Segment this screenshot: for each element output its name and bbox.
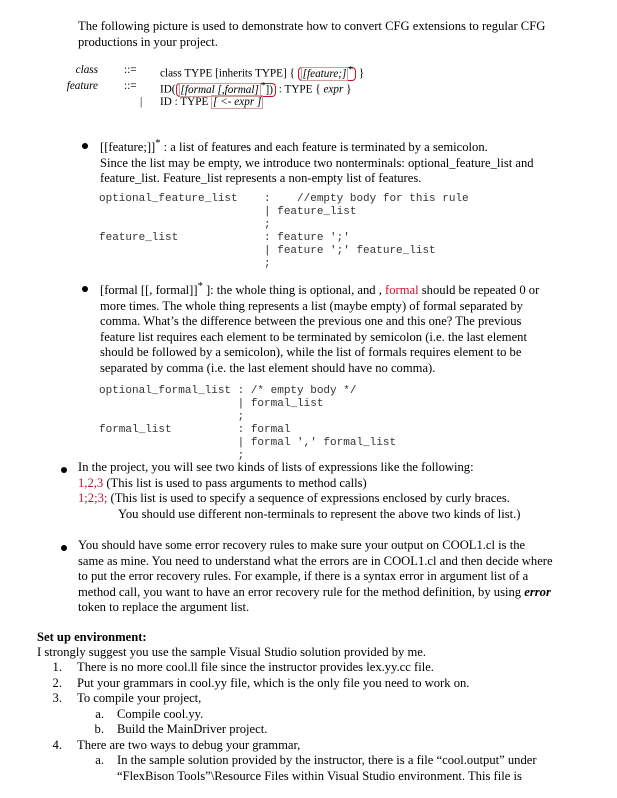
bullet2-star: *	[197, 281, 203, 292]
list-item	[37, 753, 612, 769]
bullet3-example-semicolon: 1;2;3;	[78, 491, 108, 505]
grammar-class-end: }	[358, 67, 365, 80]
bullet1-line3: feature_list. Feature_list represents a non-empty list of features.	[100, 171, 422, 186]
code-line: optional_formal_list : /* empty body */	[99, 385, 357, 397]
code-line: feature_list : feature ';'	[99, 232, 350, 244]
grammar-feature-formals: [formal [,formal]	[180, 83, 259, 96]
bullet-dot	[61, 467, 67, 473]
bullet1-text	[100, 136, 600, 187]
bullet-dot	[82, 286, 88, 292]
bullet2-p1a: [formal [[, formal]]	[100, 283, 198, 298]
grammar-feature-lhs: feature	[66, 80, 98, 92]
bullet2-line: should be followed by a semicolon), while the list of formals requires element to be	[100, 345, 522, 360]
list-text: Build the MainDriver project.	[117, 722, 268, 736]
grammar-feature-end: }	[346, 83, 352, 96]
bullet3-example-semicolon-desc: (This list is used to specify a sequence of expressions enclosed by curly braces.	[107, 491, 510, 505]
code-block-feature-list	[99, 193, 469, 271]
bullet2-text	[100, 279, 600, 376]
code-line: | feature ';' feature_list	[99, 245, 436, 257]
list-item	[37, 769, 612, 785]
list-text: Compile cool.yy.	[117, 706, 204, 721]
bullet4-line: to put the error recovery rules. For example, if there is a syntax error in argument list of a	[78, 569, 529, 583]
setup-list	[37, 660, 612, 784]
list-text: There are two ways to debug your grammar,	[77, 737, 301, 752]
bullet1-star: *	[155, 138, 161, 149]
list-item	[37, 691, 612, 707]
list-item	[37, 738, 612, 754]
list-item	[37, 660, 612, 676]
bullet4-line: same as mine. You need to understand what the errors are in COOL1.cl and then decide where	[78, 553, 553, 568]
list-number: 2.	[52, 675, 62, 690]
list-number: 4.	[52, 737, 62, 752]
code-line: ;	[99, 411, 245, 423]
list-number: a.	[95, 753, 104, 767]
bullet3-line4: You should use different non-terminals to represent the above two kinds of list.)	[118, 506, 521, 521]
list-number: a.	[95, 706, 104, 721]
list-number: 3.	[52, 691, 62, 705]
list-item	[37, 707, 612, 723]
bullet4-line: method call, you want to have an error recovery rule for the method definition, by using	[78, 584, 525, 599]
bullet4-text	[78, 538, 613, 616]
list-number: b.	[94, 722, 104, 736]
bullet2-line: feature list requires each element to be terminated by semicolon (i.e. the last element	[100, 329, 527, 344]
setup-heading: Set up environment:	[37, 630, 147, 644]
bullet3-text	[78, 460, 608, 522]
grammar-feature-formals-star: *	[260, 81, 266, 91]
code-line: optional_feature_list : //empty body for this rule	[99, 193, 469, 205]
grammar-class-star: *	[348, 65, 354, 75]
list-text: In the sample solution provided by the instructor, there is a file “cool.output” under	[117, 753, 537, 767]
bullet2-p1c: should be repeated 0 or	[418, 283, 540, 298]
list-item	[37, 676, 612, 692]
bullet1-line2: Since the list may be empty, we introduce two nonterminals: optional_feature_list and	[100, 155, 534, 170]
grammar-feature-prefix: ID(	[160, 83, 176, 96]
intro-paragraph: The following picture is used to demonstrate how to convert CFG extensions to regular CFG productions in your project.	[78, 19, 546, 49]
bullet4-error-keyword: error	[524, 584, 551, 599]
bullet-dot	[61, 545, 67, 551]
code-line: formal_list : formal	[99, 424, 291, 436]
code-line: | feature_list	[99, 206, 357, 218]
grammar-op: ::=	[124, 64, 137, 76]
grammar-op: ::=	[124, 80, 137, 92]
bullet1-term: [[feature;]]	[100, 140, 156, 155]
grammar-alt-opt: [ <- expr ]	[213, 96, 262, 108]
grammar-alt-bar: |	[140, 96, 143, 108]
bullet2-p1b: ]: the whole thing is optional, and ,	[202, 283, 386, 298]
list-text: There is no more cool.ll file since the instructor provides lex.yy.cc file.	[77, 660, 434, 674]
grammar-alt-prefix: ID : TYPE	[160, 96, 209, 108]
list-text: “FlexBison Tools”\Resource Files within Visual Studio environment. This file is	[117, 768, 522, 783]
grammar-feature-suffix: : TYPE {	[278, 83, 321, 96]
bullet3-line1: In the project, you will see two kinds of lists of expressions like the following:	[78, 460, 474, 474]
bullet2-line: more times. The whole thing represents a list (maybe empty) of formal separated by	[100, 298, 523, 313]
list-text: Put your grammars in cool.yy file, which is the only file you need to work on.	[77, 675, 470, 690]
grammar-class-lhs: class	[75, 64, 98, 76]
bullet1-line1: : a list of features and each feature is terminated by a semicolon.	[160, 140, 488, 155]
code-line: ;	[99, 219, 271, 231]
bullet2-line: comma. What’s the difference between the previous one and this one? The previous	[100, 314, 522, 329]
grammar-feature-formals-end: ])	[265, 83, 273, 96]
list-text: To compile your project,	[77, 691, 202, 705]
bullet3-example-comma: 1,2,3	[78, 475, 104, 490]
bullet4-line: You should have some error recovery rules to make sure your output on COOL1.cl is the	[78, 538, 526, 552]
list-item	[37, 722, 612, 738]
bullet2-line: separated by comma (i.e. the last element should have no comma).	[100, 360, 436, 375]
grammar-feature-expr: expr	[323, 83, 344, 96]
bullet4-line: token to replace the argument list.	[78, 600, 250, 614]
setup-intro: I strongly suggest you use the sample Visual Studio solution provided by me.	[37, 645, 427, 659]
bullet3-example-comma-desc: (This list is used to pass arguments to method calls)	[103, 475, 367, 490]
code-line: | formal_list	[99, 398, 324, 410]
grammar-alt-body	[160, 94, 263, 110]
grammar-class-prefix: class TYPE [inherits TYPE] {	[160, 67, 295, 80]
list-number: 1.	[52, 660, 62, 674]
code-line: ;	[99, 450, 245, 462]
bullet2-formal-red: formal	[385, 283, 419, 298]
code-line: ;	[99, 258, 271, 270]
code-line: | formal ',' formal_list	[99, 437, 397, 449]
code-block-formal-list	[99, 385, 396, 463]
bullet-dot	[82, 143, 88, 149]
grammar-class-feature: [feature;]	[302, 67, 347, 80]
